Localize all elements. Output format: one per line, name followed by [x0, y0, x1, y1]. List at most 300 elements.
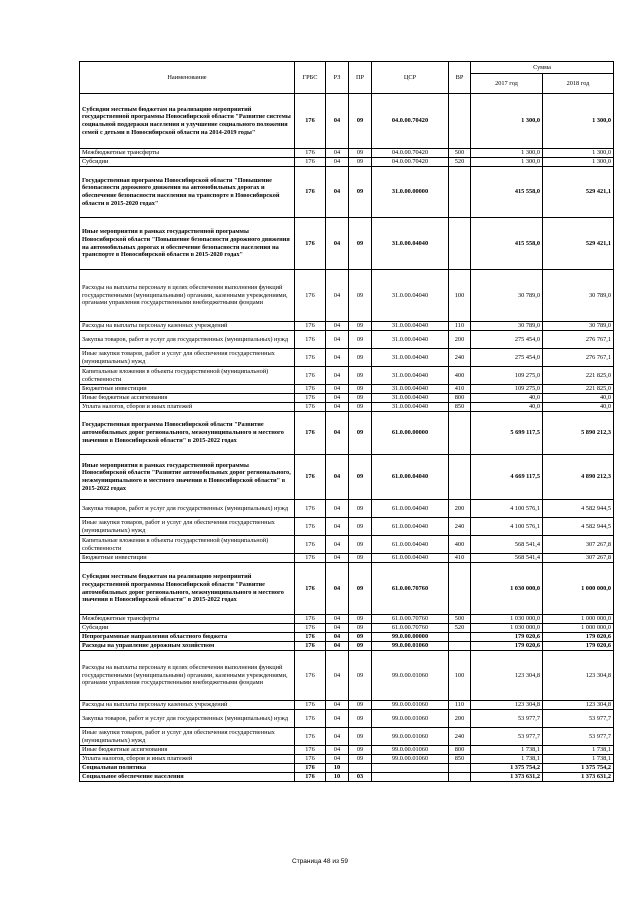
cell-vr	[449, 633, 471, 642]
table-row	[80, 755, 614, 764]
cell-rz: 04	[326, 728, 349, 746]
table-row	[80, 158, 614, 167]
table-row	[80, 651, 614, 701]
table-row	[80, 563, 614, 615]
cell-rz: 04	[326, 518, 349, 536]
cell-y2018: 4 890 212,3	[543, 455, 614, 500]
cell-pr: 09	[349, 149, 372, 158]
cell-y2017: 40,0	[471, 394, 543, 403]
cell-vr: 850	[449, 403, 471, 412]
cell-vr: 200	[449, 331, 471, 349]
cell-vr: 240	[449, 518, 471, 536]
table-row	[80, 773, 614, 782]
cell-grbs: 176	[295, 746, 326, 755]
cell-y2018: 276 767,1	[543, 349, 614, 367]
cell-y2017: 415 558,0	[471, 167, 543, 218]
cell-csr: 31.0.00.04040	[372, 385, 449, 394]
cell-csr: 31.0.00.04040	[372, 394, 449, 403]
cell-rz: 04	[326, 563, 349, 615]
header-csr: ЦСР	[372, 62, 449, 94]
cell-name: Непрограммные направления областного бюджета	[80, 633, 295, 642]
cell-y2018: 276 767,1	[543, 331, 614, 349]
cell-name: Расходы на управление дорожным хозяйством	[80, 642, 295, 651]
cell-name: Расходы на выплаты персоналу в целях обеспечения выполнения функций государственными (муниципальными) органами, казенными учреждениями, органами управления государственными внебюджетными фондами	[80, 651, 295, 701]
cell-rz: 04	[326, 651, 349, 701]
table-row	[80, 367, 614, 385]
cell-csr: 31.0.00.00000	[372, 167, 449, 218]
cell-y2018: 1 000 000,0	[543, 615, 614, 624]
table-row	[80, 536, 614, 554]
cell-y2017: 1 373 631,2	[471, 773, 543, 782]
cell-name: Субсидии местным бюджетам на реализацию мероприятий государственной программы Новосибирской области "Развитие системы социальной поддержки населения и улучшение социального положения семей с детьми в Новосибирской области на 2014-2019 годы"	[80, 94, 295, 149]
cell-name: Субсидии местным бюджетам на реализацию мероприятий государственной программы Новосибирской области "Развитие автомобильных дорог регионального, межмуниципального и местного значения в Новосибирской области" в 2015-2022 годах	[80, 563, 295, 615]
cell-y2017: 179 020,6	[471, 642, 543, 651]
cell-y2017: 123 304,8	[471, 701, 543, 710]
cell-vr: 850	[449, 755, 471, 764]
cell-pr: 09	[349, 746, 372, 755]
cell-vr	[449, 773, 471, 782]
cell-pr: 09	[349, 270, 372, 322]
cell-pr: 09	[349, 710, 372, 728]
cell-vr: 240	[449, 349, 471, 367]
cell-name: Закупка товаров, работ и услуг для государственных (муниципальных) нужд	[80, 500, 295, 518]
cell-pr: 09	[349, 728, 372, 746]
cell-rz: 04	[326, 94, 349, 149]
cell-name: Бюджетные инвестиции	[80, 554, 295, 563]
cell-rz: 04	[326, 367, 349, 385]
table-row	[80, 518, 614, 536]
cell-csr: 31.0.00.04040	[372, 403, 449, 412]
cell-vr: 400	[449, 536, 471, 554]
cell-name: Капитальные вложения в объекты государственной (муниципальной) собственности	[80, 367, 295, 385]
cell-y2018: 1 738,1	[543, 755, 614, 764]
cell-csr: 61.0.00.70760	[372, 615, 449, 624]
cell-rz: 04	[326, 412, 349, 455]
cell-rz: 04	[326, 642, 349, 651]
header-grbs: ГРБС	[295, 62, 326, 94]
cell-grbs: 176	[295, 385, 326, 394]
table-row	[80, 500, 614, 518]
header-name: Наименование	[80, 62, 295, 94]
cell-y2018: 40,0	[543, 394, 614, 403]
cell-y2018: 30 789,0	[543, 322, 614, 331]
cell-y2017: 30 789,0	[471, 270, 543, 322]
cell-grbs: 176	[295, 218, 326, 270]
cell-rz: 04	[326, 349, 349, 367]
cell-csr: 61.0.00.04040	[372, 554, 449, 563]
page-number: Страница 48 из 59	[292, 858, 348, 865]
table-row	[80, 149, 614, 158]
table-body	[80, 94, 614, 782]
cell-rz: 10	[326, 773, 349, 782]
cell-name: Государственная программа Новосибирской области "Развитие автомобильных дорог регионального, межмуниципального и местного значения в Новосибирской области" в 2015-2022 годах	[80, 412, 295, 455]
cell-rz: 04	[326, 167, 349, 218]
cell-vr: 800	[449, 746, 471, 755]
cell-pr: 09	[349, 331, 372, 349]
cell-y2017: 1 030 000,0	[471, 563, 543, 615]
cell-name: Межбюджетные трансферты	[80, 615, 295, 624]
cell-name: Закупка товаров, работ и услуг для государственных (муниципальных) нужд	[80, 710, 295, 728]
cell-vr: 410	[449, 554, 471, 563]
cell-rz: 04	[326, 701, 349, 710]
cell-grbs: 176	[295, 94, 326, 149]
cell-rz: 04	[326, 746, 349, 755]
cell-y2018: 4 582 944,5	[543, 518, 614, 536]
cell-y2018: 307 267,8	[543, 536, 614, 554]
cell-name: Межбюджетные трансферты	[80, 149, 295, 158]
cell-grbs: 176	[295, 331, 326, 349]
cell-vr: 100	[449, 270, 471, 322]
table-row	[80, 394, 614, 403]
cell-y2017: 30 789,0	[471, 322, 543, 331]
cell-name: Субсидии	[80, 158, 295, 167]
table-row	[80, 349, 614, 367]
cell-grbs: 176	[295, 500, 326, 518]
cell-rz: 04	[326, 755, 349, 764]
cell-vr	[449, 563, 471, 615]
cell-csr: 31.0.00.04040	[372, 331, 449, 349]
cell-rz: 04	[326, 455, 349, 500]
table-row	[80, 94, 614, 149]
cell-pr	[349, 764, 372, 773]
cell-grbs: 176	[295, 270, 326, 322]
cell-y2017: 40,0	[471, 403, 543, 412]
cell-csr: 04.0.00.70420	[372, 158, 449, 167]
cell-csr: 99.0.00.01060	[372, 755, 449, 764]
cell-y2017: 53 977,7	[471, 710, 543, 728]
cell-vr: 200	[449, 500, 471, 518]
cell-csr: 99.0.00.01060	[372, 642, 449, 651]
cell-y2018: 53 977,7	[543, 710, 614, 728]
cell-rz: 04	[326, 633, 349, 642]
cell-grbs: 176	[295, 322, 326, 331]
cell-pr: 09	[349, 412, 372, 455]
cell-y2017: 4 100 576,1	[471, 518, 543, 536]
cell-name: Иные бюджетные ассигнования	[80, 746, 295, 755]
cell-csr: 61.0.00.70760	[372, 563, 449, 615]
cell-y2018: 40,0	[543, 403, 614, 412]
cell-y2018: 1 375 754,2	[543, 764, 614, 773]
table-row	[80, 412, 614, 455]
table-row	[80, 624, 614, 633]
cell-rz: 04	[326, 554, 349, 563]
cell-y2018: 5 890 212,3	[543, 412, 614, 455]
cell-vr: 500	[449, 615, 471, 624]
table-row	[80, 615, 614, 624]
cell-y2018: 1 300,0	[543, 158, 614, 167]
cell-grbs: 176	[295, 554, 326, 563]
cell-pr: 09	[349, 615, 372, 624]
cell-rz: 04	[326, 394, 349, 403]
header-sum: Сумма	[471, 62, 614, 74]
cell-csr: 99.0.00.01060	[372, 728, 449, 746]
cell-csr: 04.0.00.70420	[372, 94, 449, 149]
cell-csr: 99.0.00.00000	[372, 633, 449, 642]
cell-rz: 04	[326, 624, 349, 633]
table-row	[80, 167, 614, 218]
cell-name: Иные мероприятия в рамках государственной программы Новосибирской области "Повышение безопасности дорожного движения на автомобильных дорогах и обеспечение безопасности населения на транспорте в Новосибирской области в 2015-2020 годах"	[80, 218, 295, 270]
cell-pr: 09	[349, 755, 372, 764]
table-row	[80, 385, 614, 394]
cell-grbs: 176	[295, 651, 326, 701]
cell-name: Иные мероприятия в рамках государственной программы Новосибирской области "Развитие автомобильных дорог регионального, межмуниципального и местного значения в Новосибирской области" в 2015-2022 годах	[80, 455, 295, 500]
cell-rz: 10	[326, 764, 349, 773]
cell-pr: 09	[349, 94, 372, 149]
cell-y2017: 1 030 000,0	[471, 615, 543, 624]
cell-name: Иные закупки товаров, работ и услуг для обеспечения государственных (муниципальных) нужд	[80, 518, 295, 536]
cell-rz: 04	[326, 536, 349, 554]
cell-y2017: 1 030 000,0	[471, 624, 543, 633]
cell-grbs: 176	[295, 642, 326, 651]
cell-csr: 99.0.00.01060	[372, 651, 449, 701]
cell-pr: 09	[349, 554, 372, 563]
cell-y2017: 4 669 117,5	[471, 455, 543, 500]
cell-pr: 09	[349, 651, 372, 701]
header-pr: ПР	[349, 62, 372, 94]
cell-vr: 110	[449, 701, 471, 710]
cell-pr: 09	[349, 642, 372, 651]
cell-grbs: 176	[295, 701, 326, 710]
cell-pr: 09	[349, 385, 372, 394]
cell-pr: 09	[349, 367, 372, 385]
cell-name: Иные закупки товаров, работ и услуг для обеспечения государственных (муниципальных) нужд	[80, 349, 295, 367]
cell-pr: 09	[349, 167, 372, 218]
header-2018: 2018 год	[543, 74, 614, 94]
cell-pr: 09	[349, 633, 372, 642]
cell-grbs: 176	[295, 710, 326, 728]
cell-y2017: 4 100 576,1	[471, 500, 543, 518]
cell-csr: 61.0.00.04040	[372, 536, 449, 554]
cell-y2017: 415 558,0	[471, 218, 543, 270]
cell-y2017: 1 300,0	[471, 149, 543, 158]
cell-grbs: 176	[295, 624, 326, 633]
cell-y2018: 1 000 000,0	[543, 624, 614, 633]
cell-pr: 09	[349, 158, 372, 167]
cell-pr: 09	[349, 624, 372, 633]
budget-table	[79, 61, 614, 782]
header-vr: ВР	[449, 62, 471, 94]
cell-y2018: 529 421,1	[543, 218, 614, 270]
cell-vr	[449, 94, 471, 149]
cell-pr: 09	[349, 500, 372, 518]
cell-grbs: 176	[295, 167, 326, 218]
cell-vr	[449, 218, 471, 270]
table-row	[80, 218, 614, 270]
cell-y2017: 568 541,4	[471, 554, 543, 563]
cell-pr: 03	[349, 773, 372, 782]
cell-rz: 04	[326, 500, 349, 518]
table-row	[80, 728, 614, 746]
cell-y2017: 275 454,0	[471, 331, 543, 349]
cell-vr: 110	[449, 322, 471, 331]
cell-vr: 400	[449, 367, 471, 385]
cell-y2018: 1 738,1	[543, 746, 614, 755]
cell-name: Расходы на выплаты персоналу казенных учреждений	[80, 322, 295, 331]
cell-name: Иные закупки товаров, работ и услуг для обеспечения государственных (муниципальных) нужд	[80, 728, 295, 746]
header-2017: 2017 год	[471, 74, 543, 94]
cell-name: Закупка товаров, работ и услуг для государственных (муниципальных) нужд	[80, 331, 295, 349]
cell-vr: 520	[449, 624, 471, 633]
cell-csr: 31.0.00.04040	[372, 367, 449, 385]
cell-grbs: 176	[295, 633, 326, 642]
cell-grbs: 176	[295, 764, 326, 773]
cell-y2017: 5 699 117,5	[471, 412, 543, 455]
cell-csr: 31.0.00.04040	[372, 270, 449, 322]
cell-pr: 09	[349, 218, 372, 270]
cell-y2018: 1 000 000,0	[543, 563, 614, 615]
cell-name: Уплата налогов, сборов и иных платежей	[80, 755, 295, 764]
cell-grbs: 176	[295, 403, 326, 412]
cell-y2018: 1 300,0	[543, 149, 614, 158]
cell-rz: 04	[326, 403, 349, 412]
cell-name: Социальное обеспечение населения	[80, 773, 295, 782]
cell-pr: 09	[349, 563, 372, 615]
cell-grbs: 176	[295, 412, 326, 455]
table-row	[80, 554, 614, 563]
cell-y2017: 568 541,4	[471, 536, 543, 554]
cell-y2017: 1 738,1	[471, 746, 543, 755]
cell-pr: 09	[349, 349, 372, 367]
cell-rz: 04	[326, 615, 349, 624]
table-row	[80, 403, 614, 412]
cell-y2017: 1 300,0	[471, 158, 543, 167]
cell-grbs: 176	[295, 563, 326, 615]
cell-y2017: 1 300,0	[471, 94, 543, 149]
cell-csr: 99.0.00.01060	[372, 746, 449, 755]
cell-rz: 04	[326, 331, 349, 349]
table-row	[80, 322, 614, 331]
cell-name: Социальная политика	[80, 764, 295, 773]
cell-y2017: 123 304,8	[471, 651, 543, 701]
cell-pr: 09	[349, 518, 372, 536]
cell-csr: 99.0.00.01060	[372, 701, 449, 710]
cell-y2017: 179 020,6	[471, 633, 543, 642]
cell-grbs: 176	[295, 773, 326, 782]
cell-grbs: 176	[295, 536, 326, 554]
cell-y2017: 109 275,0	[471, 367, 543, 385]
cell-y2018: 4 582 944,5	[543, 500, 614, 518]
cell-vr: 200	[449, 710, 471, 728]
cell-pr: 09	[349, 701, 372, 710]
cell-csr: 61.0.00.04040	[372, 518, 449, 536]
cell-vr: 500	[449, 149, 471, 158]
table-row	[80, 764, 614, 773]
header-rz: РЗ	[326, 62, 349, 94]
cell-y2018: 30 789,0	[543, 270, 614, 322]
cell-y2018: 179 020,6	[543, 633, 614, 642]
cell-y2018: 53 977,7	[543, 728, 614, 746]
cell-csr: 61.0.00.70760	[372, 624, 449, 633]
cell-y2018: 123 304,8	[543, 651, 614, 701]
cell-vr: 410	[449, 385, 471, 394]
cell-y2017: 53 977,7	[471, 728, 543, 746]
table-row	[80, 455, 614, 500]
cell-y2017: 275 454,0	[471, 349, 543, 367]
cell-csr: 99.0.00.01060	[372, 710, 449, 728]
cell-grbs: 176	[295, 728, 326, 746]
cell-vr: 100	[449, 651, 471, 701]
cell-pr: 09	[349, 403, 372, 412]
cell-csr: 31.0.00.04040	[372, 218, 449, 270]
cell-name: Расходы на выплаты персоналу казенных учреждений	[80, 701, 295, 710]
cell-rz: 04	[326, 149, 349, 158]
cell-vr	[449, 455, 471, 500]
cell-csr: 04.0.00.70420	[372, 149, 449, 158]
table-row	[80, 701, 614, 710]
cell-y2017: 109 275,0	[471, 385, 543, 394]
cell-grbs: 176	[295, 149, 326, 158]
cell-grbs: 176	[295, 394, 326, 403]
cell-csr: 61.0.00.00000	[372, 412, 449, 455]
cell-vr: 800	[449, 394, 471, 403]
cell-y2018: 179 020,6	[543, 642, 614, 651]
cell-rz: 04	[326, 710, 349, 728]
table-row	[80, 710, 614, 728]
cell-y2018: 123 304,8	[543, 701, 614, 710]
cell-name: Субсидии	[80, 624, 295, 633]
cell-rz: 04	[326, 322, 349, 331]
cell-vr: 240	[449, 728, 471, 746]
cell-csr	[372, 764, 449, 773]
cell-csr: 31.0.00.04040	[372, 322, 449, 331]
cell-y2017: 1 738,1	[471, 755, 543, 764]
table-row	[80, 746, 614, 755]
table-row	[80, 331, 614, 349]
cell-name: Иные бюджетные ассигнования	[80, 394, 295, 403]
cell-grbs: 176	[295, 615, 326, 624]
cell-pr: 09	[349, 322, 372, 331]
cell-vr: 520	[449, 158, 471, 167]
cell-y2018: 307 267,8	[543, 554, 614, 563]
cell-csr: 31.0.00.04040	[372, 349, 449, 367]
cell-csr: 61.0.00.04040	[372, 500, 449, 518]
cell-name: Государственная программа Новосибирской области "Повышение безопасности дорожного движения на автомобильных дорогах и обеспечение безопасности населения на транспорте в Новосибирской области в 2015-2020 годах"	[80, 167, 295, 218]
cell-grbs: 176	[295, 158, 326, 167]
cell-y2018: 1 300,0	[543, 94, 614, 149]
table-row	[80, 633, 614, 642]
cell-y2018: 529 421,1	[543, 167, 614, 218]
cell-y2018: 1 373 631,2	[543, 773, 614, 782]
cell-pr: 09	[349, 455, 372, 500]
cell-vr	[449, 412, 471, 455]
cell-name: Уплата налогов, сборов и иных платежей	[80, 403, 295, 412]
cell-pr: 09	[349, 536, 372, 554]
cell-y2018: 221 825,0	[543, 367, 614, 385]
cell-grbs: 176	[295, 367, 326, 385]
cell-pr: 09	[349, 394, 372, 403]
cell-y2018: 221 825,0	[543, 385, 614, 394]
cell-rz: 04	[326, 385, 349, 394]
table-row	[80, 642, 614, 651]
cell-vr	[449, 167, 471, 218]
cell-grbs: 176	[295, 755, 326, 764]
cell-grbs: 176	[295, 455, 326, 500]
table-row	[80, 270, 614, 322]
cell-grbs: 176	[295, 349, 326, 367]
cell-vr	[449, 764, 471, 773]
cell-rz: 04	[326, 218, 349, 270]
cell-name: Бюджетные инвестиции	[80, 385, 295, 394]
cell-name: Капитальные вложения в объекты государственной (муниципальной) собственности	[80, 536, 295, 554]
cell-rz: 04	[326, 158, 349, 167]
cell-rz: 04	[326, 270, 349, 322]
cell-vr	[449, 642, 471, 651]
cell-name: Расходы на выплаты персоналу в целях обеспечения выполнения функций государственными (муниципальными) органами, казенными учреждениями, органами управления государственными внебюджетными фондами	[80, 270, 295, 322]
cell-csr	[372, 773, 449, 782]
cell-csr: 61.0.00.04040	[372, 455, 449, 500]
cell-y2017: 1 375 754,2	[471, 764, 543, 773]
cell-grbs: 176	[295, 518, 326, 536]
